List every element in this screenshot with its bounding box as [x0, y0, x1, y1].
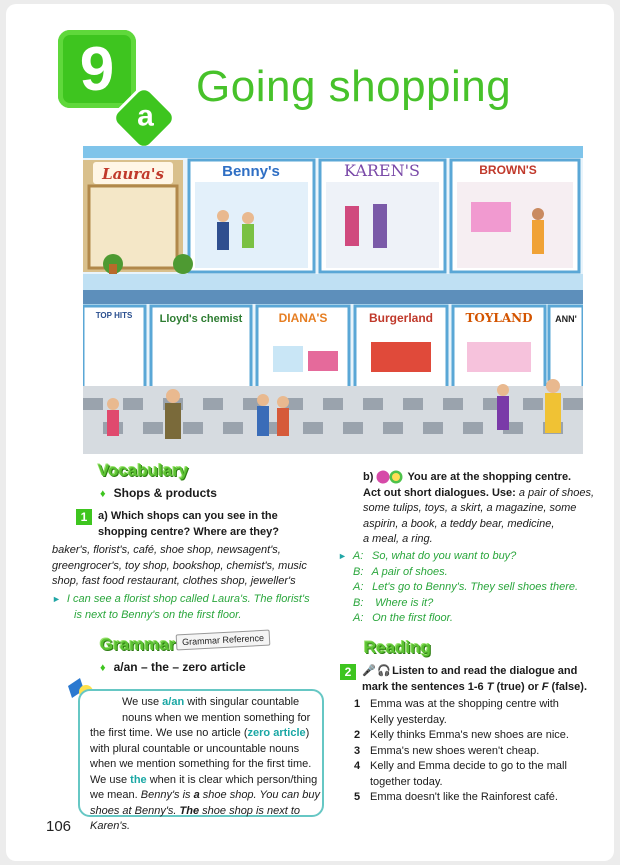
textbook-page [6, 4, 614, 861]
grammar-rule-box [78, 689, 324, 832]
unit-badge [58, 30, 162, 134]
exercise-1a-question: a) Which shops can you see in the shopping centre? Where are they? [98, 510, 279, 538]
diamond-icon: ♦ [100, 488, 106, 500]
vocabulary-subheading: ♦ Shops & products [100, 486, 217, 500]
sign-burgerland: Burgerland [368, 311, 434, 325]
grammar-reference-tag[interactable]: Grammar Reference [176, 630, 271, 651]
list-item: 1 Emma was at the shopping centre with Kelly yesterday. [354, 698, 559, 726]
sign-anns: ANN' [555, 314, 577, 324]
list-item: 4 Kelly and Emma decide to go to the mall together today. [354, 760, 567, 788]
sign-karens: KAREN'S [344, 161, 420, 180]
sign-lloyds-chemist: Lloyd's chemist [159, 313, 243, 325]
diamond-icon: ♦ [100, 662, 106, 674]
true-false-sentences [354, 697, 594, 806]
dialogue-line: B: A pair of shoes. [353, 565, 448, 578]
sign-toyland: TOYLAND [465, 311, 533, 325]
smiley-pair-icon [376, 470, 404, 484]
list-item: 5 Emma doesn't like the Rainforest café. [354, 791, 558, 803]
page-number: 106 [46, 818, 72, 835]
vocabulary-word-list: baker's, florist's, café, shoe shop, newsagent's, greengrocer's, toy shop, bookshop, chemist's, music shop, fast food restaurant, clothes shop, jeweller's [52, 544, 307, 587]
exercise-2-instructions: 🎤 🎧 Listen to and read the dialogue and mark the sentences 1-6 T (true) or F (false). [362, 665, 587, 693]
headphones-icon: 🎧 [377, 665, 391, 677]
play-arrow-icon: ► [52, 594, 61, 604]
sign-browns: BROWN'S [479, 163, 537, 177]
shopping-centre-illustration [83, 146, 583, 454]
sign-lauras: Laura's [102, 165, 164, 183]
sign-dianas: DIANA'S [278, 311, 328, 325]
grammar-subheading: ♦ a/an – the – zero article [100, 660, 246, 674]
unit-number: 9 [58, 30, 136, 108]
dialogue-line: A: Let's go to Benny's. They sell shoes there. [353, 581, 579, 593]
play-arrow-icon: ► [338, 551, 347, 561]
sign-bennys: Benny's [222, 163, 280, 180]
list-item: 3 Emma's new shoes weren't cheap. [354, 744, 540, 757]
vocabulary-example: ► I can see a florist shop called Laura's. The florist's is next to Benny's on the first floor. [52, 593, 310, 621]
dialogue-line: A: On the first floor. [353, 612, 453, 624]
dialogue-line: B: Where is it? [353, 596, 434, 609]
microphone-icon: 🎤 [362, 665, 376, 677]
sign-top-hits: TOP HITS [95, 311, 133, 320]
unit-letter: a [113, 87, 175, 149]
grammar-rule-text: We use a/an with singular countable nouns when we mention something for the first time. We use no article (zero article) with plural countable or uncountable nouns when we mention something for the first time. We use the when it is clear which person/thing we mean. Benny's is a shoe shop. You can buy shoes at Benny's. The shoe shop is next to Karen's. [90, 696, 321, 832]
exercise-1-number: 1 [76, 509, 92, 525]
vocabulary-heading: Vocabulary [98, 461, 189, 480]
dialogue-line: ► A: So, what do you want to buy? [338, 550, 517, 562]
list-item: 2 Kelly thinks Emma's new shoes are nice. [354, 729, 569, 741]
unit-title: Going shopping [196, 62, 512, 111]
grammar-heading: Grammar [100, 635, 176, 654]
model-dialogue [338, 549, 588, 627]
reading-heading: Reading [364, 638, 432, 657]
exercise-1b-instructions: b) You are at the shopping centre. Act out short dialogues. Use: a pair of shoes, some tulips, toys, a skirt, a magazine, some aspirin, a book, a teddy bear, medicine, a meal, a ring. [363, 471, 595, 545]
exercise-2-number: 2 [340, 664, 356, 680]
